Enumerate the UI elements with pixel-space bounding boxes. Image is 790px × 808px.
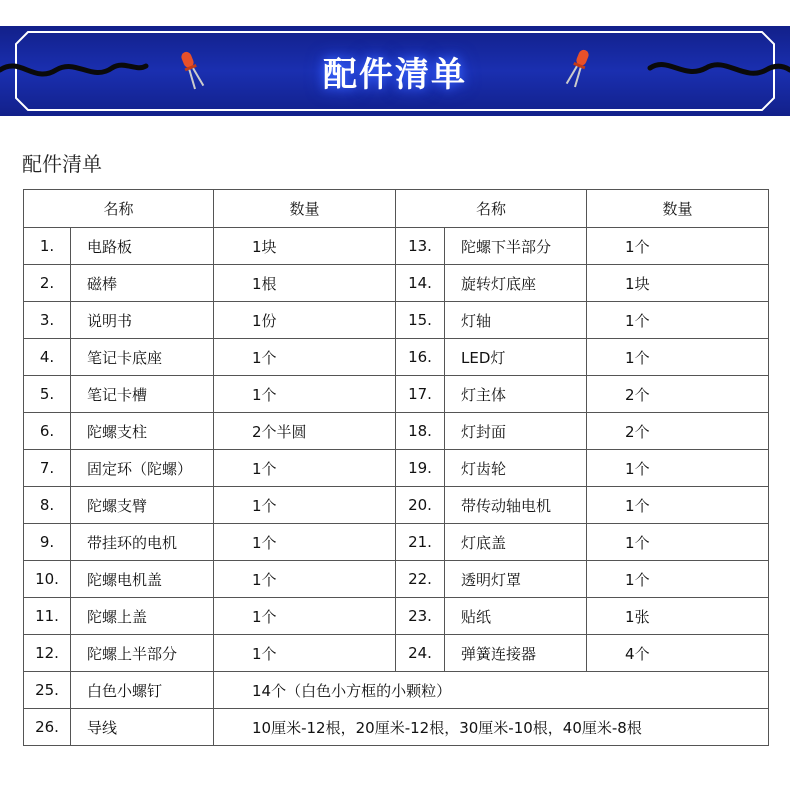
item-quantity: 1个 xyxy=(587,561,769,598)
item-number: 21. xyxy=(396,524,445,561)
item-number: 10. xyxy=(24,561,71,598)
item-name: 灯底盖 xyxy=(445,524,587,561)
item-number: 16. xyxy=(396,339,445,376)
item-name: 弹簧连接器 xyxy=(445,635,587,672)
table-row xyxy=(24,302,769,339)
item-name: 陀螺上半部分 xyxy=(71,635,214,672)
table-row xyxy=(24,413,769,450)
item-name: 笔记卡槽 xyxy=(71,376,214,413)
item-quantity: 2个 xyxy=(587,376,769,413)
item-quantity: 1根 xyxy=(214,265,396,302)
item-number: 19. xyxy=(396,450,445,487)
item-name: 带传动轴电机 xyxy=(445,487,587,524)
item-quantity: 1个 xyxy=(587,228,769,265)
header-quantity-left: 数量 xyxy=(214,190,396,228)
table-row xyxy=(24,265,769,302)
item-name: 陀螺下半部分 xyxy=(445,228,587,265)
header-name-right: 名称 xyxy=(396,190,587,228)
item-name: 说明书 xyxy=(71,302,214,339)
item-number: 25. xyxy=(24,672,71,709)
item-name: 笔记卡底座 xyxy=(71,339,214,376)
item-quantity: 1个 xyxy=(214,561,396,598)
item-number: 24. xyxy=(396,635,445,672)
item-quantity: 4个 xyxy=(587,635,769,672)
table-row xyxy=(24,598,769,635)
table-row xyxy=(24,228,769,265)
table-header-row xyxy=(24,190,769,228)
section-title: 配件清单 xyxy=(22,152,102,176)
item-quantity: 1块 xyxy=(587,265,769,302)
item-quantity: 1个 xyxy=(214,376,396,413)
item-number: 11. xyxy=(24,598,71,635)
item-name: 带挂环的电机 xyxy=(71,524,214,561)
item-quantity: 1个 xyxy=(214,339,396,376)
item-quantity: 1个 xyxy=(214,487,396,524)
table-row xyxy=(24,487,769,524)
table-row xyxy=(24,524,769,561)
table-row xyxy=(24,709,769,746)
item-quantity: 1张 xyxy=(587,598,769,635)
item-quantity: 1份 xyxy=(214,302,396,339)
item-name: 导线 xyxy=(71,709,214,746)
item-name: 陀螺电机盖 xyxy=(71,561,214,598)
item-number: 6. xyxy=(24,413,71,450)
header-banner xyxy=(0,26,790,116)
item-number: 5. xyxy=(24,376,71,413)
item-name: 陀螺支柱 xyxy=(71,413,214,450)
table-row xyxy=(24,561,769,598)
item-quantity: 1个 xyxy=(214,524,396,561)
header-quantity-right: 数量 xyxy=(587,190,769,228)
item-quantity: 10厘米-12根，20厘米-12根，30厘米-10根，40厘米-8根 xyxy=(214,709,769,746)
item-name: 白色小螺钉 xyxy=(71,672,214,709)
item-quantity: 1个 xyxy=(587,302,769,339)
item-name: LED灯 xyxy=(445,339,587,376)
item-number: 12. xyxy=(24,635,71,672)
item-quantity: 2个 xyxy=(587,413,769,450)
item-number: 23. xyxy=(396,598,445,635)
item-name: 灯主体 xyxy=(445,376,587,413)
item-number: 8. xyxy=(24,487,71,524)
item-quantity: 1个 xyxy=(587,339,769,376)
item-name: 电路板 xyxy=(71,228,214,265)
table-row xyxy=(24,635,769,672)
parts-table xyxy=(23,189,769,746)
item-quantity: 1个 xyxy=(214,450,396,487)
item-number: 4. xyxy=(24,339,71,376)
item-name: 灯齿轮 xyxy=(445,450,587,487)
item-name: 旋转灯底座 xyxy=(445,265,587,302)
item-name: 贴纸 xyxy=(445,598,587,635)
item-number: 9. xyxy=(24,524,71,561)
banner-title: 配件清单 xyxy=(323,54,467,95)
item-number: 17. xyxy=(396,376,445,413)
item-quantity: 1个 xyxy=(587,487,769,524)
item-number: 15. xyxy=(396,302,445,339)
item-quantity: 1个 xyxy=(214,635,396,672)
item-quantity: 2个半圆 xyxy=(214,413,396,450)
item-number: 13. xyxy=(396,228,445,265)
table-row xyxy=(24,672,769,709)
item-number: 1. xyxy=(24,228,71,265)
item-number: 14. xyxy=(396,265,445,302)
item-name: 固定环（陀螺） xyxy=(71,450,214,487)
item-name: 透明灯罩 xyxy=(445,561,587,598)
item-number: 22. xyxy=(396,561,445,598)
item-number: 18. xyxy=(396,413,445,450)
item-quantity: 1个 xyxy=(587,450,769,487)
item-quantity: 14个（白色小方框的小颗粒） xyxy=(214,672,769,709)
table-row xyxy=(24,339,769,376)
item-quantity: 1块 xyxy=(214,228,396,265)
table-row xyxy=(24,450,769,487)
item-name: 灯封面 xyxy=(445,413,587,450)
item-number: 3. xyxy=(24,302,71,339)
item-name: 陀螺上盖 xyxy=(71,598,214,635)
item-number: 20. xyxy=(396,487,445,524)
header-name-left: 名称 xyxy=(24,190,214,228)
item-name: 磁棒 xyxy=(71,265,214,302)
table-row xyxy=(24,376,769,413)
item-quantity: 1个 xyxy=(214,598,396,635)
item-number: 7. xyxy=(24,450,71,487)
item-name: 灯轴 xyxy=(445,302,587,339)
item-number: 2. xyxy=(24,265,71,302)
item-quantity: 1个 xyxy=(587,524,769,561)
item-name: 陀螺支臂 xyxy=(71,487,214,524)
item-number: 26. xyxy=(24,709,71,746)
